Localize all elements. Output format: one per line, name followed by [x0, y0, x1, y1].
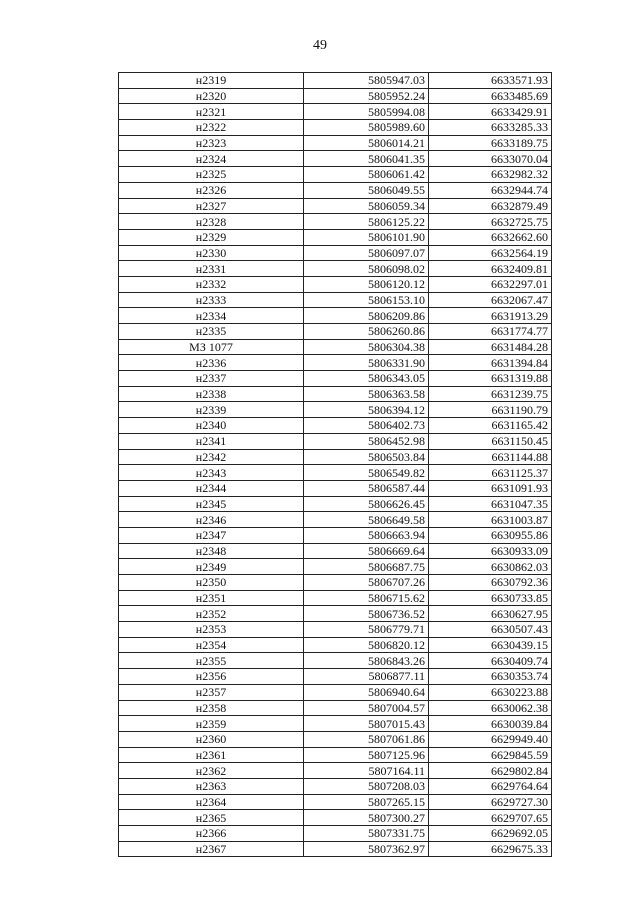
point-name-cell: н2355: [119, 653, 304, 669]
point-name-cell: н2357: [119, 684, 304, 700]
x-coordinate-cell: 5806707.26: [304, 575, 429, 591]
table-row: [119, 167, 552, 183]
x-coordinate-cell: 5806061.42: [304, 167, 429, 183]
point-name-cell: н2330: [119, 245, 304, 261]
y-coordinate-cell: 6630507.43: [429, 622, 552, 638]
x-coordinate-cell: 5806120.12: [304, 276, 429, 292]
point-name-cell: н2363: [119, 778, 304, 794]
y-coordinate-cell: 6632879.49: [429, 198, 552, 214]
point-name-cell: н2356: [119, 669, 304, 685]
point-name-cell: н2341: [119, 433, 304, 449]
point-name-cell: н2326: [119, 182, 304, 198]
table-row: [119, 669, 552, 685]
x-coordinate-cell: 5806669.64: [304, 543, 429, 559]
x-coordinate-cell: 5807061.86: [304, 731, 429, 747]
point-name-cell: н2342: [119, 449, 304, 465]
table-row: [119, 198, 552, 214]
x-coordinate-cell: 5807331.75: [304, 826, 429, 842]
y-coordinate-cell: 6631239.75: [429, 386, 552, 402]
y-coordinate-cell: 6633070.04: [429, 151, 552, 167]
point-name-cell: н2320: [119, 88, 304, 104]
table-row: [119, 575, 552, 591]
table-row: [119, 826, 552, 842]
y-coordinate-cell: 6629845.59: [429, 747, 552, 763]
y-coordinate-cell: 6631913.29: [429, 308, 552, 324]
table-row: [119, 261, 552, 277]
table-row: [119, 229, 552, 245]
table-row: [119, 810, 552, 826]
x-coordinate-cell: 5806687.75: [304, 559, 429, 575]
table-row: [119, 778, 552, 794]
x-coordinate-cell: 5806331.90: [304, 355, 429, 371]
table-row: [119, 355, 552, 371]
x-coordinate-cell: 5806779.71: [304, 622, 429, 638]
point-name-cell: н2339: [119, 402, 304, 418]
x-coordinate-cell: 5806097.07: [304, 245, 429, 261]
x-coordinate-cell: 5806402.73: [304, 418, 429, 434]
point-name-cell: н2347: [119, 527, 304, 543]
y-coordinate-cell: 6632409.81: [429, 261, 552, 277]
y-coordinate-cell: 6629949.40: [429, 731, 552, 747]
table-row: [119, 324, 552, 340]
y-coordinate-cell: 6629802.84: [429, 763, 552, 779]
point-name-cell: н2331: [119, 261, 304, 277]
x-coordinate-cell: 5806820.12: [304, 637, 429, 653]
y-coordinate-cell: 6629707.65: [429, 810, 552, 826]
point-name-cell: н2362: [119, 763, 304, 779]
point-name-cell: н2345: [119, 496, 304, 512]
point-name-cell: н2343: [119, 465, 304, 481]
table-row: [119, 104, 552, 120]
table-row: [119, 684, 552, 700]
point-name-cell: н2349: [119, 559, 304, 575]
y-coordinate-cell: 6633571.93: [429, 73, 552, 89]
y-coordinate-cell: 6631091.93: [429, 480, 552, 496]
x-coordinate-cell: 5806209.86: [304, 308, 429, 324]
point-name-cell: МЗ 1077: [119, 339, 304, 355]
x-coordinate-cell: 5806503.84: [304, 449, 429, 465]
y-coordinate-cell: 6632297.01: [429, 276, 552, 292]
y-coordinate-cell: 6632982.32: [429, 167, 552, 183]
point-name-cell: н2366: [119, 826, 304, 842]
table-row: [119, 88, 552, 104]
table-row: [119, 120, 552, 136]
point-name-cell: н2364: [119, 794, 304, 810]
x-coordinate-cell: 5806260.86: [304, 324, 429, 340]
table-row: [119, 716, 552, 732]
y-coordinate-cell: 6629692.05: [429, 826, 552, 842]
y-coordinate-cell: 6631394.84: [429, 355, 552, 371]
table-row: [119, 606, 552, 622]
x-coordinate-cell: 5806663.94: [304, 527, 429, 543]
x-coordinate-cell: 5806715.62: [304, 590, 429, 606]
table-row: [119, 339, 552, 355]
table-row: [119, 763, 552, 779]
y-coordinate-cell: 6630733.85: [429, 590, 552, 606]
point-name-cell: н2333: [119, 292, 304, 308]
y-coordinate-cell: 6630792.36: [429, 575, 552, 591]
x-coordinate-cell: 5806041.35: [304, 151, 429, 167]
point-name-cell: н2367: [119, 841, 304, 857]
x-coordinate-cell: 5806587.44: [304, 480, 429, 496]
y-coordinate-cell: 6629675.33: [429, 841, 552, 857]
table-row: [119, 731, 552, 747]
x-coordinate-cell: 5807125.96: [304, 747, 429, 763]
point-name-cell: н2359: [119, 716, 304, 732]
point-name-cell: н2354: [119, 637, 304, 653]
table-row: [119, 433, 552, 449]
x-coordinate-cell: 5806014.21: [304, 135, 429, 151]
point-name-cell: н2319: [119, 73, 304, 89]
table-row: [119, 465, 552, 481]
table-row: [119, 527, 552, 543]
y-coordinate-cell: 6632067.47: [429, 292, 552, 308]
x-coordinate-cell: 5806549.82: [304, 465, 429, 481]
point-name-cell: н2332: [119, 276, 304, 292]
point-name-cell: н2324: [119, 151, 304, 167]
table-row: [119, 559, 552, 575]
y-coordinate-cell: 6630955.86: [429, 527, 552, 543]
point-name-cell: н2335: [119, 324, 304, 340]
x-coordinate-cell: 5807015.43: [304, 716, 429, 732]
point-name-cell: н2361: [119, 747, 304, 763]
y-coordinate-cell: 6631150.45: [429, 433, 552, 449]
x-coordinate-cell: 5807362.97: [304, 841, 429, 857]
y-coordinate-cell: 6631165.42: [429, 418, 552, 434]
table-row: [119, 371, 552, 387]
table-row: [119, 292, 552, 308]
page-number: 49: [313, 38, 327, 53]
x-coordinate-cell: 5807265.15: [304, 794, 429, 810]
x-coordinate-cell: 5806101.90: [304, 229, 429, 245]
coordinates-table: [118, 72, 552, 857]
table-row: [119, 214, 552, 230]
point-name-cell: н2350: [119, 575, 304, 591]
y-coordinate-cell: 6631484.28: [429, 339, 552, 355]
x-coordinate-cell: 5806098.02: [304, 261, 429, 277]
y-coordinate-cell: 6633285.33: [429, 120, 552, 136]
table-row: [119, 449, 552, 465]
point-name-cell: н2337: [119, 371, 304, 387]
point-name-cell: н2340: [119, 418, 304, 434]
table-row: [119, 637, 552, 653]
y-coordinate-cell: 6629764.64: [429, 778, 552, 794]
point-name-cell: н2365: [119, 810, 304, 826]
x-coordinate-cell: 5807004.57: [304, 700, 429, 716]
x-coordinate-cell: 5805947.03: [304, 73, 429, 89]
y-coordinate-cell: 6631774.77: [429, 324, 552, 340]
y-coordinate-cell: 6630223.88: [429, 684, 552, 700]
y-coordinate-cell: 6631190.79: [429, 402, 552, 418]
y-coordinate-cell: 6630439.15: [429, 637, 552, 653]
table-row: [119, 496, 552, 512]
table-row: [119, 402, 552, 418]
y-coordinate-cell: 6633189.75: [429, 135, 552, 151]
x-coordinate-cell: 5806343.05: [304, 371, 429, 387]
table-row: [119, 386, 552, 402]
table-row: [119, 480, 552, 496]
x-coordinate-cell: 5806452.98: [304, 433, 429, 449]
y-coordinate-cell: 6630933.09: [429, 543, 552, 559]
table-row: [119, 73, 552, 89]
point-name-cell: н2338: [119, 386, 304, 402]
x-coordinate-cell: 5805994.08: [304, 104, 429, 120]
table-row: [119, 543, 552, 559]
y-coordinate-cell: 6629727.30: [429, 794, 552, 810]
coordinates-table-body: [119, 73, 552, 857]
x-coordinate-cell: 5806125.22: [304, 214, 429, 230]
table-row: [119, 135, 552, 151]
x-coordinate-cell: 5806059.34: [304, 198, 429, 214]
x-coordinate-cell: 5806877.11: [304, 669, 429, 685]
y-coordinate-cell: 6631047.35: [429, 496, 552, 512]
x-coordinate-cell: 5807164.11: [304, 763, 429, 779]
y-coordinate-cell: 6630627.95: [429, 606, 552, 622]
table-row: [119, 308, 552, 324]
point-name-cell: н2353: [119, 622, 304, 638]
point-name-cell: н2334: [119, 308, 304, 324]
table-row: [119, 590, 552, 606]
table-row: [119, 245, 552, 261]
x-coordinate-cell: 5807300.27: [304, 810, 429, 826]
y-coordinate-cell: 6631319.88: [429, 371, 552, 387]
table-row: [119, 794, 552, 810]
y-coordinate-cell: 6632662.60: [429, 229, 552, 245]
table-row: [119, 182, 552, 198]
table-row: [119, 276, 552, 292]
table-row: [119, 151, 552, 167]
x-coordinate-cell: 5806304.38: [304, 339, 429, 355]
x-coordinate-cell: 5807208.03: [304, 778, 429, 794]
x-coordinate-cell: 5806649.58: [304, 512, 429, 528]
y-coordinate-cell: 6630062.38: [429, 700, 552, 716]
y-coordinate-cell: 6632564.19: [429, 245, 552, 261]
table-row: [119, 512, 552, 528]
y-coordinate-cell: 6631125.37: [429, 465, 552, 481]
y-coordinate-cell: 6632725.75: [429, 214, 552, 230]
table-row: [119, 747, 552, 763]
x-coordinate-cell: 5806843.26: [304, 653, 429, 669]
table-row: [119, 653, 552, 669]
point-name-cell: н2358: [119, 700, 304, 716]
point-name-cell: н2328: [119, 214, 304, 230]
x-coordinate-cell: 5806626.45: [304, 496, 429, 512]
x-coordinate-cell: 5805952.24: [304, 88, 429, 104]
x-coordinate-cell: 5806153.10: [304, 292, 429, 308]
point-name-cell: н2329: [119, 229, 304, 245]
point-name-cell: н2327: [119, 198, 304, 214]
y-coordinate-cell: 6631144.88: [429, 449, 552, 465]
point-name-cell: н2352: [119, 606, 304, 622]
y-coordinate-cell: 6633429.91: [429, 104, 552, 120]
x-coordinate-cell: 5805989.60: [304, 120, 429, 136]
x-coordinate-cell: 5806394.12: [304, 402, 429, 418]
y-coordinate-cell: 6632944.74: [429, 182, 552, 198]
y-coordinate-cell: 6630409.74: [429, 653, 552, 669]
table-row: [119, 418, 552, 434]
table-row: [119, 700, 552, 716]
table-row: [119, 622, 552, 638]
y-coordinate-cell: 6630039.84: [429, 716, 552, 732]
x-coordinate-cell: 5806940.64: [304, 684, 429, 700]
point-name-cell: н2322: [119, 120, 304, 136]
x-coordinate-cell: 5806363.58: [304, 386, 429, 402]
point-name-cell: н2360: [119, 731, 304, 747]
point-name-cell: н2325: [119, 167, 304, 183]
x-coordinate-cell: 5806736.52: [304, 606, 429, 622]
point-name-cell: н2346: [119, 512, 304, 528]
y-coordinate-cell: 6631003.87: [429, 512, 552, 528]
y-coordinate-cell: 6630862.03: [429, 559, 552, 575]
point-name-cell: н2351: [119, 590, 304, 606]
y-coordinate-cell: 6630353.74: [429, 669, 552, 685]
point-name-cell: н2321: [119, 104, 304, 120]
x-coordinate-cell: 5806049.55: [304, 182, 429, 198]
table-row: [119, 841, 552, 857]
point-name-cell: н2344: [119, 480, 304, 496]
point-name-cell: н2336: [119, 355, 304, 371]
point-name-cell: н2348: [119, 543, 304, 559]
y-coordinate-cell: 6633485.69: [429, 88, 552, 104]
point-name-cell: н2323: [119, 135, 304, 151]
